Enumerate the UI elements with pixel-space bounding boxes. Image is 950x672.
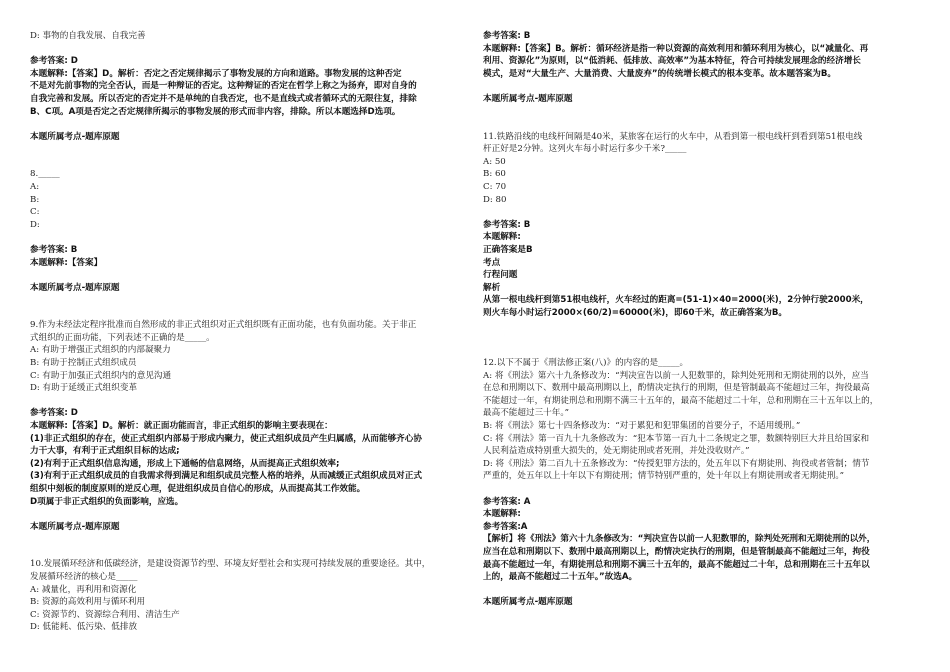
q10-option: B: 资源的高效利用与循环利用 [30, 597, 146, 608]
q7-explanation-line: B、C项。A项是否定之否定规律所揭示的事物发展的形式而非内容，排除。所以本题选择D选项。 [30, 106, 401, 117]
q12-explanation-line: 参考答案:A [483, 521, 528, 532]
q12-explanation-line: 最高不能超过一年，有期徒刑总和刑期不满三十五年的，最高不能超过二十年，总和刑期在三十五年以 [483, 559, 870, 570]
q12-option-line: B: 将《刑法》第七十四条修改为：“对于累犯和犯罪集团的首要分子，不适用缓刑。” [483, 421, 801, 432]
q11-explanation-line: 则火车每小时运行2000×(60/2)=60000(米)，即60千米，故正确答案为B。 [483, 307, 787, 318]
q9-stem-line: 9.作为未经法定程序批准而自然形成的非正式组织对正式组织既有正面功能，也有负面功能。关于非正 [30, 320, 417, 331]
q12-option-line: A: 将《刑法》第六十九条修改为：“判决宣告以前一人犯数罪的，除判处死刑和无期徒刑的以外，应当 [483, 370, 869, 381]
q12-option-line: 严重的，处五年以上十年以下有期徒刑；情节特别严重的，处十年以上有期徒刑或者无期徒刑。” [483, 471, 845, 482]
q11-explanation-line: 行程问题 [483, 270, 518, 281]
q11-explanation-line: 正确答案是B [483, 244, 533, 255]
q11-stem-line: 11.铁路沿线的电线杆间隔是40米，某旅客在运行的火车中，从看到第一根电线杆到看到第51根电线 [483, 131, 863, 142]
q10-topic: 本题所属考点-题库原题 [483, 93, 573, 104]
q8-option: C: [30, 207, 40, 218]
q7-topic: 本题所属考点-题库原题 [30, 131, 120, 142]
q7-explanation-line: 自我完善和发展。所以否定的否定并不是单纯的自我否定，也不是直线式或者循环式的无限往复，排除 [30, 93, 417, 104]
q12-explanation-line: 应当在总和刑期以下、数刑中最高刑期以上，酌情决定执行的刑期，但是管制最高不能超过三年，拘役 [483, 546, 870, 557]
q8-topic: 本题所属考点-题库原题 [30, 282, 120, 293]
q9-option: B: 有助于控制正式组织成员 [30, 358, 137, 369]
q9-explanation-line: 本题解释:【答案】D。解析：就正面功能而言，非正式组织的影响主要表现在： [30, 421, 333, 432]
q12-stem: 12.以下不属于《刑法修正案(八)》的内容的是_____。 [483, 358, 689, 369]
q9-stem-line: 式组织的正面功能，下列表述不正确的是_____。 [30, 332, 215, 343]
q8-answer: 参考答案: B [30, 244, 78, 255]
q10-option: D: 低能耗、低污染、低排放 [30, 622, 138, 633]
q7-option-d: D: 事物的自我发展、自我完善 [30, 31, 146, 41]
q12-topic: 本题所属考点-题库原题 [483, 597, 573, 608]
q7-explanation-line: 不是对先前事物的完全否认，而是一种辩证的否定。这种辩证的否定在哲学上称之为扬弃，即对自身的 [30, 81, 417, 92]
q9-option: D: 有助于延缓正式组织变革 [30, 383, 138, 394]
q8-option: B: [30, 194, 40, 205]
q9-explanation-line: (2)有利于正式组织信息沟通，形成上下通畅的信息网络，从而提高正式组织效率; [30, 458, 340, 469]
q12-option-line: 最高不能超过三十年。” [483, 408, 570, 419]
q11-option: D: 80 [483, 194, 507, 205]
q11-option: B: 60 [483, 169, 506, 180]
q11-option: C: 70 [483, 181, 507, 192]
q9-option: A: 有助于增强正式组织的内部凝聚力 [30, 345, 171, 356]
q10-explanation-line: 利用、资源化”为原则，以“低消耗、低排放、高效率”为基本特征，符合可持续发展理念的经济增长 [483, 56, 861, 67]
q7-answer: 参考答案: D [30, 56, 78, 67]
q10-explanation-line: 模式，是对“大量生产、大量消费、大量废弃”的传统增长模式的根本变革。故本题答案为B。 [483, 68, 837, 79]
q10-option: C: 资源节约、资源综合利用、清洁生产 [30, 609, 180, 620]
q12-option-line: 人民利益造成特别重大损失的，处无期徒刑或者死刑，并处没收财产。” [483, 446, 750, 457]
q12-explanation-line: 【解析】将《刑法》第六十九条修改为：“判决宣告以前一人犯数罪的，除判处死刑和无期徒刑的以外， [483, 534, 876, 545]
q9-explanation-line: 组织中刻板的制度原则的逆反心理，促进组织成员自信心的形成，从而提高其工作效能。 [30, 484, 366, 494]
q10-answer: 参考答案: B [483, 31, 531, 41]
q9-explanation-line: D项属于非正式组织的负面影响，应选。 [30, 496, 184, 507]
q11-explanation-line: 从第一根电线杆到第51根电线杆，火车经过的距离=(51-1)×40=2000(米)，2分钟行驶2000米， [483, 295, 869, 306]
right-column [483, 30, 920, 609]
q8-option: D: [30, 219, 40, 230]
q9-explanation-line: 力干大事，有利于正式组织目标的达成; [30, 446, 180, 457]
q9-explanation-line: (1)非正式组织的存在，使正式组织内部易于形成内聚力，使正式组织成员产生归属感，从而能够齐心协 [30, 433, 422, 444]
q12-option-line: 在总和刑期以下、数刑中最高刑期以上，酌情决定执行的刑期，但是管制最高不能超过三年，拘役最高 [483, 383, 870, 394]
q12-explanation-line: 上的，最高不能超过二十五年。”故选A。 [483, 572, 638, 583]
q12-explanation-line: 本题解释: [483, 509, 521, 520]
q11-explanation-line: 解析 [483, 282, 501, 293]
q10-stem-line: 发展循环经济的核心是_____ [30, 571, 138, 582]
q11-answer: 参考答案: B [483, 219, 531, 230]
q8-option: A: [30, 181, 40, 192]
q9-option: C: 有助于加强正式组织内的意见沟通 [30, 370, 172, 381]
q12-option-line: D: 将《刑法》第二百九十五条修改为：“传授犯罪方法的，处五年以下有期徒刑、拘役或者管制；情节 [483, 458, 870, 469]
q12-option-line: 不能超过一年，有期徒刑总和刑期不满三十五年的，最高不能超过二十年，总和刑期在三十五年以上的， [483, 395, 879, 406]
q10-option: A: 减量化，再利用和资源化 [30, 584, 137, 595]
left-column [30, 30, 440, 634]
q9-answer: 参考答案: D [30, 408, 78, 419]
q9-explanation-line: (3)有利于正式组织成员的自我需求得到满足和组织成员完整人格的培养，从而减缓正式组织成员对正式 [30, 471, 422, 482]
q11-explanation-line: 考点 [483, 257, 501, 268]
q11-explanation-line: 本题解释: [483, 232, 521, 243]
q10-stem-line: 10.发展循环经济和低碳经济，是建设资源节约型、环境友好型社会和实现可持续发展的重要途径。其中， [30, 559, 431, 570]
q11-stem-line: 杆正好是2分钟。这列火车每小时运行多少千米?_____ [483, 144, 687, 155]
q8-explanation: 本题解释:【答案】 [30, 257, 103, 268]
q10-explanation-line: 本题解释:【答案】B。解析：循环经济是指一种以资源的高效利用和循环利用为核心，以“减量化、再 [483, 43, 869, 54]
q11-option: A: 50 [483, 156, 506, 167]
q12-answer: 参考答案: A [483, 496, 531, 507]
q9-topic: 本题所属考点-题库原题 [30, 521, 120, 532]
q8-stem: 8._____ [30, 169, 60, 180]
q12-option-line: C: 将《刑法》第一百九十九条修改为：“犯本节第一百九十二条规定之罪，数额特别巨大并且给国家和 [483, 433, 870, 444]
q7-explanation-line: 本题解释:【答案】D。解析：否定之否定规律揭示了事物发展的方向和道路。事物发展的这种否定 [30, 68, 402, 79]
